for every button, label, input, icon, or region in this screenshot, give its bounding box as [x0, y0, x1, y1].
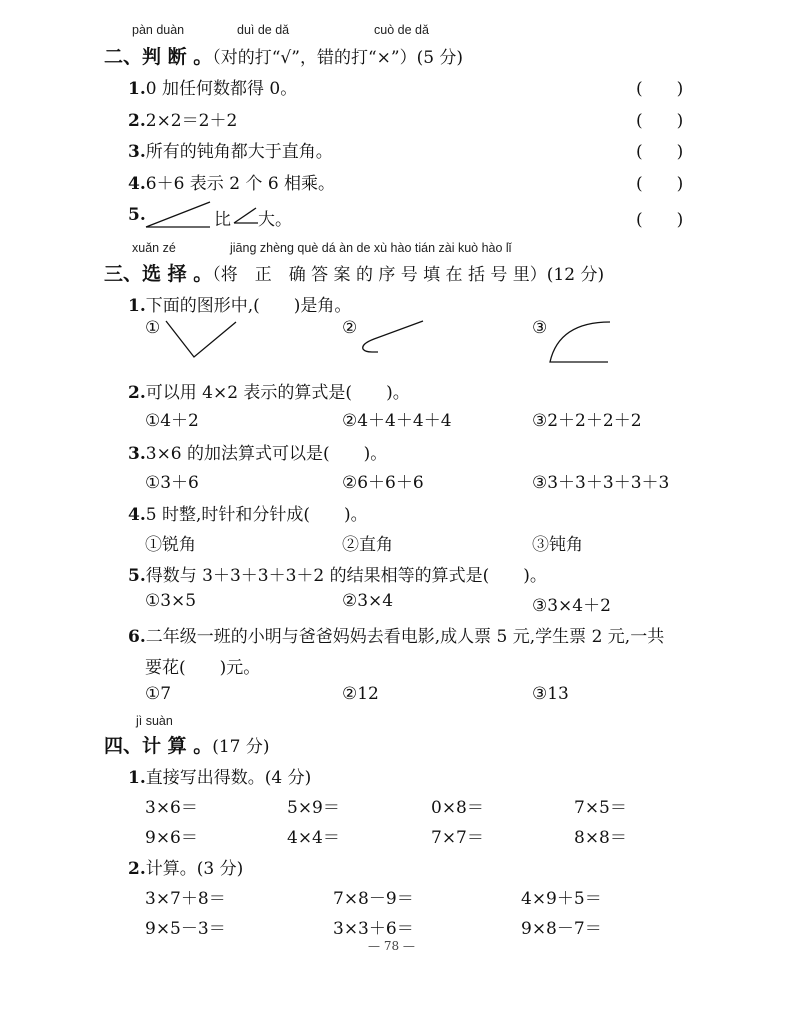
- judge-item-1: [128, 74, 297, 99]
- arc-figure: [547, 320, 613, 364]
- option-3[interactable]: ③3＋3＋3＋3＋3: [532, 473, 670, 493]
- item-text: 二年级一班的小明与爸爸妈妈去看电影,成人票 5 元,学生票 2 元,一共: [145, 627, 665, 647]
- calc-problem: 0×8＝: [431, 798, 484, 818]
- item-text: 3×6 的加法算式可以是( )。: [145, 444, 388, 464]
- curved-corner-figure: [358, 319, 428, 355]
- option-3[interactable]: ③2＋2＋2＋2: [532, 411, 642, 431]
- option-2[interactable]: ②12: [342, 684, 379, 704]
- option-2[interactable]: ②4＋4＋4＋4: [342, 411, 452, 431]
- section-3-note: （将 正 确 答 案 的 序 号 填 在 括 号 里）(12 分): [212, 265, 605, 285]
- judge-item-3: [128, 137, 333, 162]
- judge-item-4: [128, 169, 335, 194]
- item-number: 1.: [128, 296, 146, 316]
- pinyin-instruction: jiāng zhèng què dá àn de xù hào tián zài kuò hào lǐ: [230, 241, 512, 255]
- pinyin-jisuan: jì suàn: [136, 714, 173, 728]
- item-number: 2.: [128, 859, 146, 879]
- calc-problem: 7×8－9＝: [333, 889, 414, 909]
- choice-q6-line2: [145, 653, 260, 678]
- choice-q4: [128, 500, 368, 525]
- section-3-title: 三、选 择 。: [104, 263, 213, 285]
- item-number: 4.: [128, 505, 146, 525]
- choice-q3: [128, 439, 387, 464]
- item-text: 计算。(3 分): [145, 859, 244, 879]
- item-text: 要花( )元。: [145, 658, 261, 678]
- item-text: 0 加任何数都得 0。: [145, 79, 298, 99]
- item-text: 得数与 3＋3＋3＋3＋2 的结果相等的算式是( )。: [145, 566, 547, 586]
- angle-v-figure: [164, 320, 238, 360]
- section-2-note: （对的打“√”，错的打“×”）(5 分): [212, 48, 464, 68]
- answer-paren[interactable]: ( ): [636, 79, 684, 99]
- choice-q5: [128, 561, 547, 586]
- section-3-heading: [104, 259, 604, 286]
- item-number: 1.: [128, 768, 146, 788]
- section-4-note: (17 分): [212, 737, 270, 757]
- calc-problem: 5×9＝: [287, 798, 340, 818]
- item-number: 4.: [128, 174, 146, 194]
- item-number: 3.: [128, 444, 146, 464]
- item-text: 所有的钝角都大于直角。: [145, 142, 333, 162]
- option-1[interactable]: ①7: [145, 684, 172, 704]
- item-text: 5 时整,时针和分针成( )。: [145, 505, 368, 525]
- choice-q6: [128, 622, 664, 647]
- calc-problem: 9×8－7＝: [521, 919, 602, 939]
- page-number: — 78 —: [368, 939, 415, 953]
- calc-problem: 4×4＝: [287, 828, 340, 848]
- judge-item-2: [128, 106, 237, 131]
- answer-paren[interactable]: ( ): [636, 142, 684, 162]
- option-2[interactable]: ②直角: [342, 535, 393, 555]
- calc-q1: [128, 763, 311, 788]
- section-4-heading: [104, 731, 270, 758]
- option-3[interactable]: ③: [532, 318, 548, 338]
- section-2-title: 二、判 断 。: [104, 46, 213, 68]
- option-2[interactable]: ②6＋6＋6: [342, 473, 424, 493]
- calc-problem: 8×8＝: [574, 828, 627, 848]
- calc-problem: 9×6＝: [145, 828, 198, 848]
- pinyin-duidedа: duì de dǎ: [237, 23, 290, 37]
- option-3[interactable]: ③13: [532, 684, 569, 704]
- option-2[interactable]: ②: [342, 318, 358, 338]
- item-text: 直接写出得数。(4 分): [145, 768, 312, 788]
- choice-q2: [128, 378, 410, 403]
- item-5-bi: 比: [214, 210, 231, 230]
- answer-paren[interactable]: ( ): [636, 210, 684, 230]
- item-text: 下面的图形中,( )是角。: [145, 296, 352, 316]
- item-5-da: 大。: [258, 210, 292, 230]
- item-number: 2.: [128, 383, 146, 403]
- option-1[interactable]: ①3×5: [145, 591, 197, 611]
- answer-paren[interactable]: ( ): [636, 174, 684, 194]
- pinyin-xuanze: xuǎn zé: [132, 241, 176, 255]
- calc-q2: [128, 854, 243, 879]
- pinyin-panduan: pàn duàn: [132, 23, 185, 37]
- answer-paren[interactable]: ( ): [636, 111, 684, 131]
- calc-problem: 9×5－3＝: [145, 919, 226, 939]
- option-3[interactable]: ③钝角: [532, 535, 583, 555]
- item-number: 6.: [128, 627, 146, 647]
- pinyin-cuodeda: cuò de dǎ: [374, 23, 429, 37]
- choice-q1: [128, 291, 351, 316]
- calc-problem: 4×9＋5＝: [521, 889, 602, 909]
- option-1[interactable]: ①4＋2: [145, 411, 199, 431]
- option-1[interactable]: ①3＋6: [145, 473, 199, 493]
- calc-problem: 7×5＝: [574, 798, 627, 818]
- item-text: 2×2＝2＋2: [145, 111, 238, 131]
- item-number: 5.: [128, 205, 146, 225]
- section-2-heading: [104, 42, 463, 69]
- item-number: 2.: [128, 111, 146, 131]
- option-3[interactable]: ③3×4＋2: [532, 596, 611, 616]
- calc-problem: 3×3＋6＝: [333, 919, 414, 939]
- option-2[interactable]: ②3×4: [342, 591, 394, 611]
- option-1[interactable]: ①锐角: [145, 535, 196, 555]
- item-number: 3.: [128, 142, 146, 162]
- calc-problem: 3×6＝: [145, 798, 198, 818]
- calc-problem: 7×7＝: [431, 828, 484, 848]
- big-angle-figure: [144, 200, 214, 230]
- item-number: 1.: [128, 79, 146, 99]
- calc-problem: 3×7＋8＝: [145, 889, 226, 909]
- item-text: 可以用 4×2 表示的算式是( )。: [145, 383, 410, 403]
- item-number: 5.: [128, 566, 146, 586]
- section-4-title: 四、计 算 。: [104, 735, 213, 757]
- item-text: 6＋6 表示 2 个 6 相乘。: [145, 174, 336, 194]
- option-1[interactable]: ①: [145, 318, 161, 338]
